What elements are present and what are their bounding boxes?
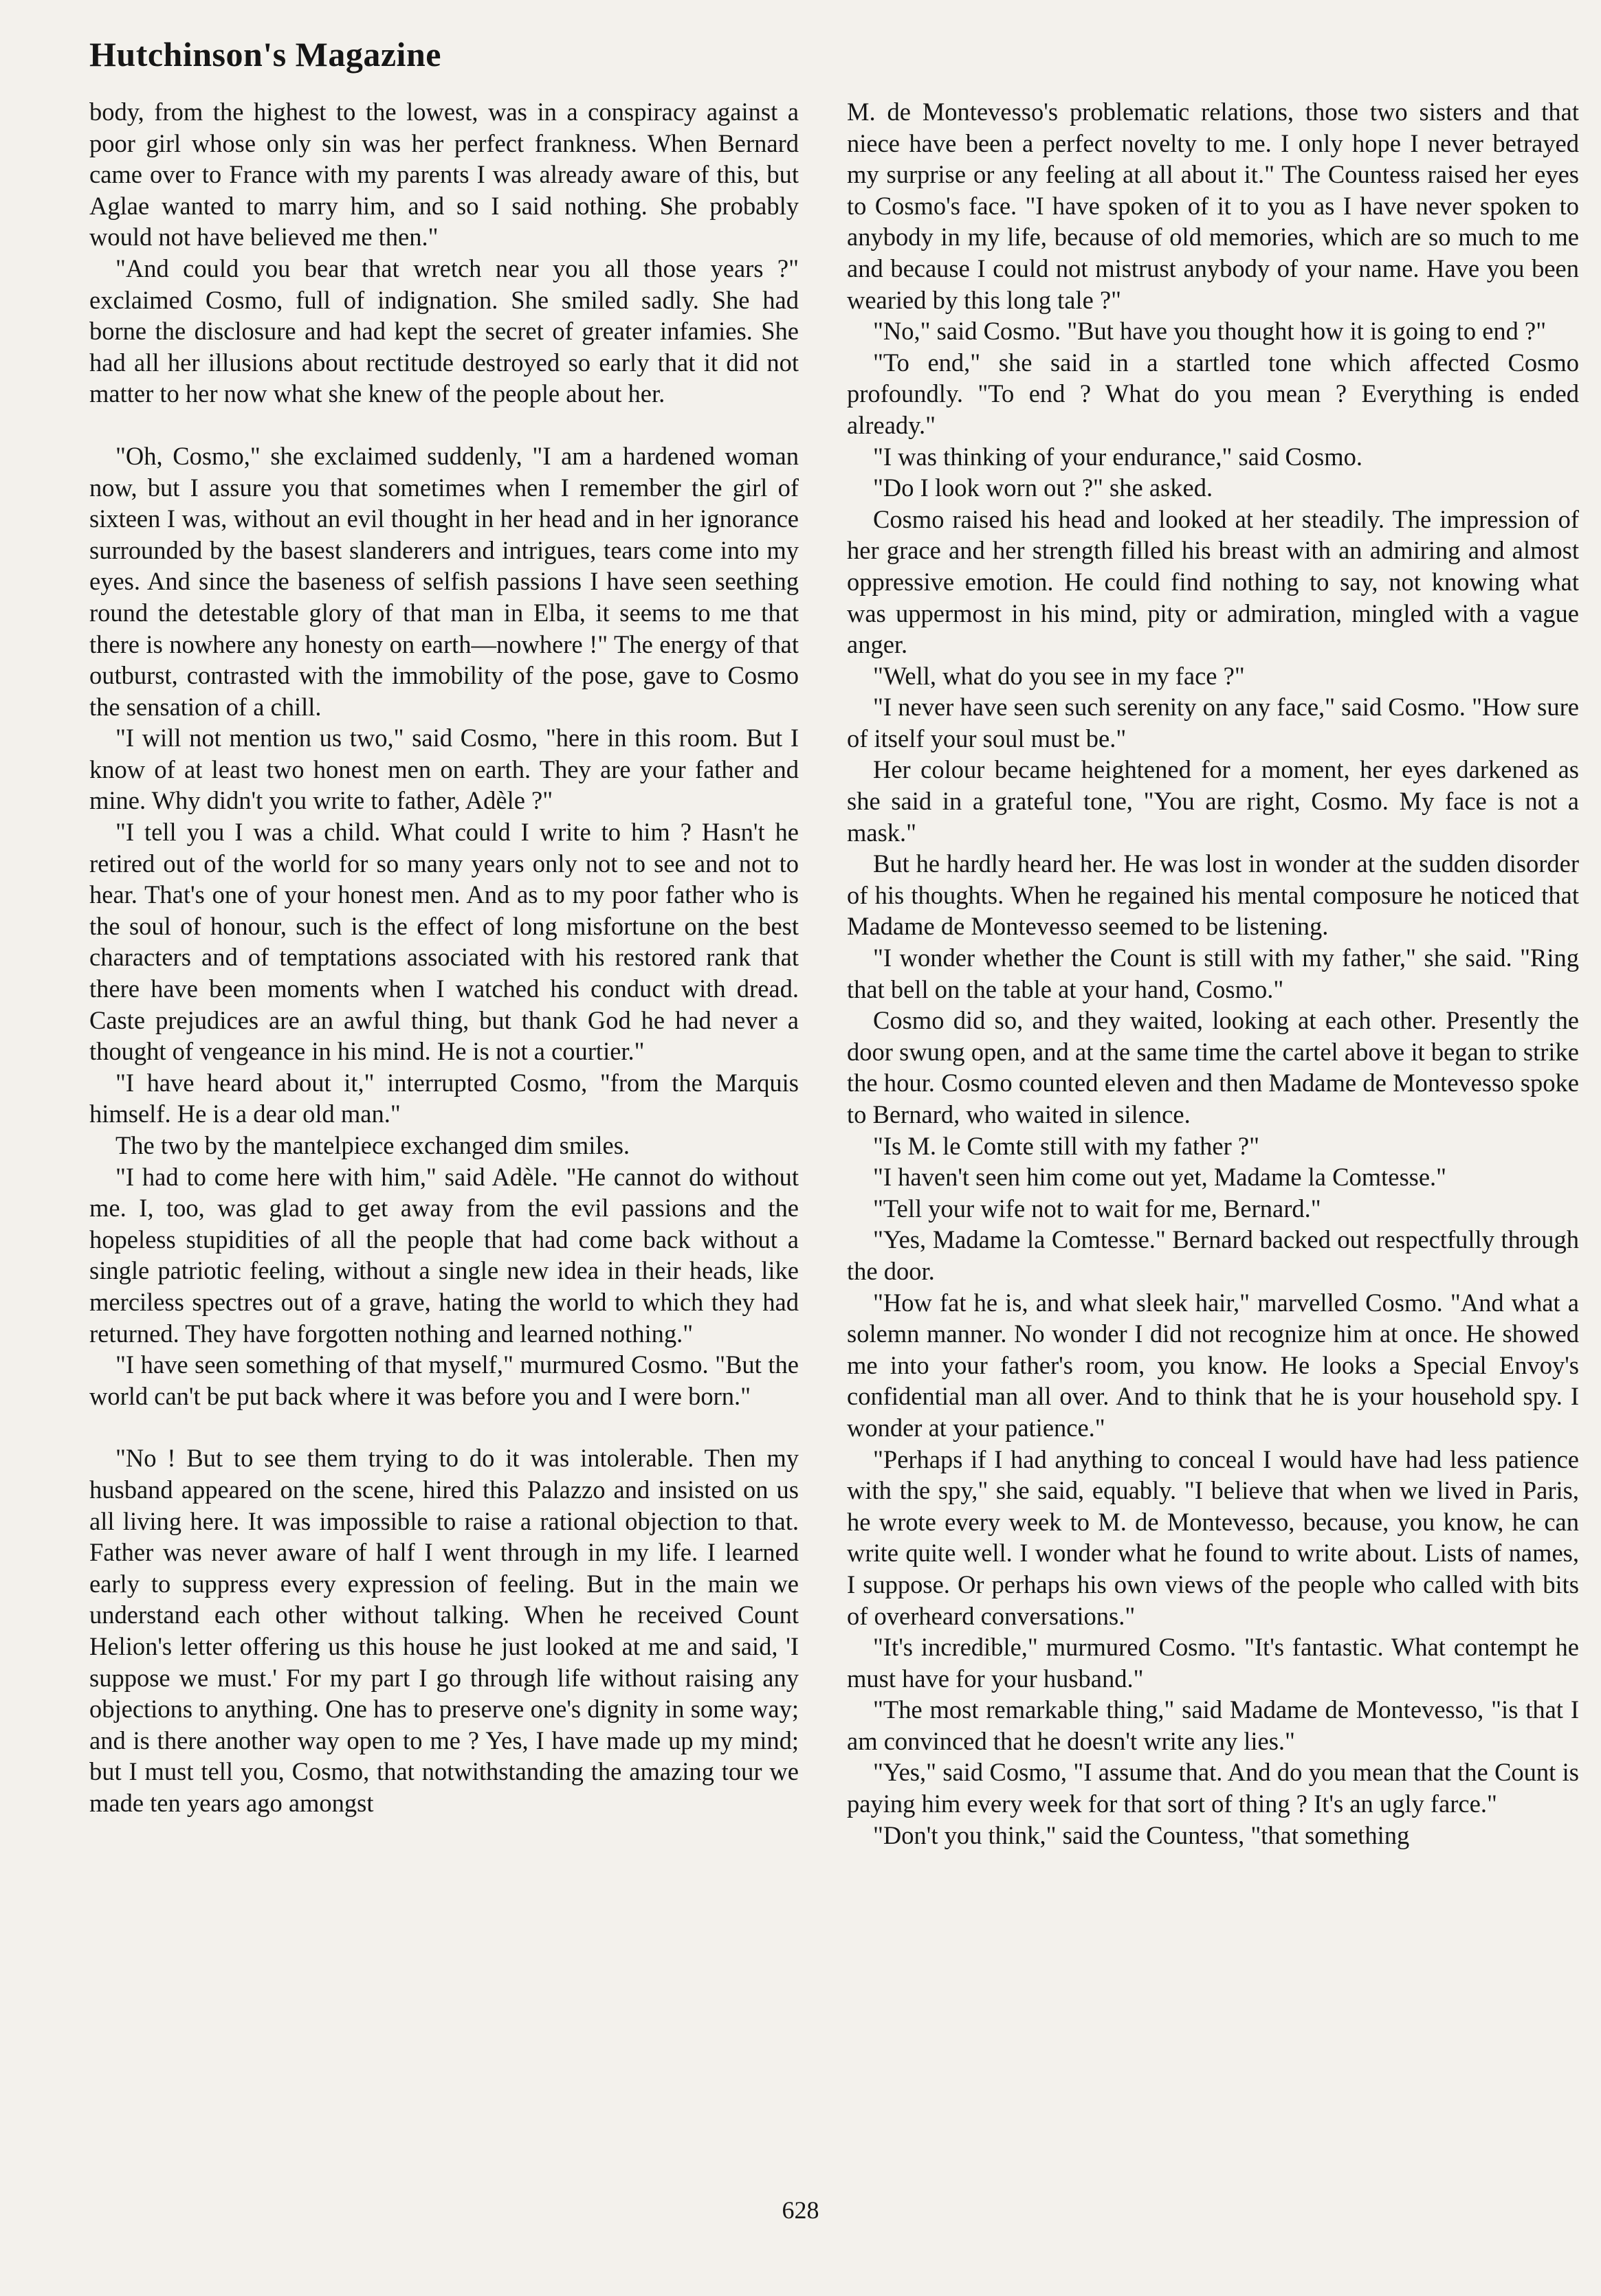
paragraph: "It's incredible," murmured Cosmo. "It's fantastic. What contempt he must have for your husband." bbox=[847, 1633, 1579, 1693]
paragraph: "No ! But to see them trying to do it was intolerable. Then my husband appeared on the scene, hired this Palazzo and insisted on us all living here. It was impossible to raise a rational objection to that. Father was never aware of half I went through in my life. I learned early to suppress every expression of feeling. But in the main we understand each other without talking. When he received Count Helion's letter offering us this house he just looked at me and said, 'I suppose we must.' For my part I go through life without raising any objections to anything. One has to preserve one's dignity in some way; and is there another way open to me ? Yes, I have made up my mind; but I must tell you, Cosmo, that notwithstanding the amazing tour we made ten years ago amongst bbox=[89, 1444, 799, 1817]
paragraph: M. de Montevesso's problematic relations, those two sisters and that niece have been a perfect novelty to me. I only hope I never betrayed my surprise or any feeling at all about it." The Countess raised her eyes to Cosmo's face. "I have spoken of it to you as I have never spoken to anybody in my life, because of old memories, which are so much to me and because I could not mistrust anybody of your name. Have you been wearied by this long tale ?" bbox=[847, 98, 1579, 314]
paragraph: But he hardly heard her. He was lost in wonder at the sudden disorder of his thoughts. When he regained his mental composure he noticed that Madame de Montevesso seemed to be listening. bbox=[847, 849, 1579, 941]
paragraph: "I had to come here with him," said Adèle. "He cannot do without me. I, too, was glad to get away from the evil passions and the hopeless stupidities of all the people that had come back without a single patriotic feeling, without a single new idea in their heads, like merciless spectres out of a grave, hating the world to which they had returned. They have forgotten nothing and learned nothing." bbox=[89, 1162, 799, 1348]
paragraph: Her colour became heightened for a moment, her eyes darkened as she said in a grateful tone, "You are right, Cosmo. My face is not a mask." bbox=[847, 755, 1579, 847]
paragraph: "Yes, Madame la Comtesse." Bernard backed out respectfully through the door. bbox=[847, 1225, 1579, 1285]
paragraph: body, from the highest to the lowest, was in a conspiracy against a poor girl whose only sin was her perfect frankness. When Bernard came over to France with my parents I was already aware of this, but Aglae wanted to marry him, and so I said nothing. She probably would not have believed me then." bbox=[89, 98, 799, 252]
paragraph: Cosmo raised his head and looked at her steadily. The impression of her grace and her strength filled his breast with an admiring and almost oppressive emotion. He could find nothing to say, not knowing what was uppermost in his mind, pity or admiration, mingled with a vague anger. bbox=[847, 504, 1579, 659]
left-column bbox=[89, 96, 799, 1818]
paragraph: "I tell you I was a child. What could I write to him ? Hasn't he retired out of the world for so many years only not to see and not to hear. That's one of your honest men. And as to my poor father who is the soul of honour, such is the effect of long misfortune on the best characters and of temptations associated with his restored rank that there have been moments when I watched his conduct with dread. Caste prejudices are an awful thing, but thank God he had never a thought of vengeance in his mind. He is not a courtier." bbox=[89, 818, 799, 1066]
paragraph: "Is M. le Comte still with my father ?" bbox=[873, 1131, 1260, 1160]
paragraph: "Yes," said Cosmo, "I assume that. And do you mean that the Count is paying him every week for that sort of thing ? It's an ugly farce." bbox=[847, 1758, 1579, 1818]
paragraph: "Tell your wife not to wait for me, Bernard." bbox=[873, 1194, 1321, 1223]
paragraph: "Perhaps if I had anything to conceal I would have had less patience with the spy," she said, equably. "I believe that when we lived in Paris, he wrote every week to M. de Montevesso, because, you know, he can write quite well. I wonder what he found to write about. Lists of names, I suppose. Or perhaps his own views of the people who called with bits of overheard conversations." bbox=[847, 1445, 1579, 1630]
paragraph: "I have heard about it," interrupted Cosmo, "from the Marquis himself. He is a dear old man." bbox=[89, 1068, 799, 1128]
paragraph: "I never have seen such serenity on any face," said Cosmo. "How sure of itself your soul must be." bbox=[847, 693, 1579, 753]
paragraph: "Don't you think," said the Countess, "that something bbox=[873, 1820, 1410, 1849]
paragraph: "Do I look worn out ?" she asked. bbox=[873, 473, 1213, 502]
running-header: Hutchinson's Magazine bbox=[89, 35, 441, 74]
paragraph: "I was thinking of your endurance," said Cosmo. bbox=[873, 442, 1363, 471]
paragraph: "Well, what do you see in my face ?" bbox=[873, 661, 1245, 690]
paragraph: "I haven't seen him come out yet, Madame la Comtesse." bbox=[873, 1163, 1447, 1192]
paragraph: "I have seen something of that myself," murmured Cosmo. "But the world can't be put back where it was before you and I were born." bbox=[89, 1350, 799, 1410]
paragraph: The two by the mantelpiece exchanged dim smiles. bbox=[115, 1131, 630, 1159]
paragraph: "The most remarkable thing," said Madame de Montevesso, "is that I am convinced that he doesn't write any lies." bbox=[847, 1695, 1579, 1755]
paragraph: "To end," she said in a startled tone which affected Cosmo profoundly. "To end ? What do you mean ? Everything is ended already." bbox=[847, 348, 1579, 439]
paragraph: Cosmo did so, and they waited, looking at each other. Presently the door swung open, and at the same time the cartel above it began to strike the hour. Cosmo counted eleven and then Madame de Montevesso spoke to Bernard, who waited in silence. bbox=[847, 1006, 1579, 1128]
paragraph: "How fat he is, and what sleek hair," marvelled Cosmo. "And what a solemn manner. No wonder I did not recognize him at once. He showed me into your father's room, you know. He looks a Special Envoy's confidential man all over. And to think that he is your household spy. I wonder at your patience." bbox=[847, 1288, 1579, 1442]
paragraph: "I will not mention us two," said Cosmo, "here in this room. But I know of at least two honest men on earth. They are your father and mine. Why didn't you write to father, Adèle ?" bbox=[89, 724, 799, 815]
right-column bbox=[847, 96, 1579, 1851]
paragraph: "No," said Cosmo. "But have you thought how it is going to end ?" bbox=[873, 317, 1547, 346]
page-number: 628 bbox=[782, 2196, 819, 2224]
paragraph: "I wonder whether the Count is still with my father," she said. "Ring that bell on the table at your hand, Cosmo." bbox=[847, 944, 1579, 1003]
paragraph: "Oh, Cosmo," she exclaimed suddenly, "I am a hardened woman now, but I assure you that sometimes when I remember the girl of sixteen I was, without an evil thought in her head and in her ignorance surrounded by the basest slanderers and intrigues, tears come into my eyes. And since the baseness of selfish passions I have seen seething round the detestable glory of that man in Elba, it seems to me that there is nowhere any honesty on earth—nowhere !" The energy of that outburst, contrasted with the immobility of the pose, gave to Cosmo the sensation of a chill. bbox=[89, 441, 799, 721]
paragraph: "And could you bear that wretch near you all those years ?" exclaimed Cosmo, full of indignation. She smiled sadly. She had borne the disclosure and had kept the secret of greater infamies. She had all her illusions about rectitude destroyed so early that it did not matter to her now what she knew of the people about her. bbox=[89, 254, 799, 408]
